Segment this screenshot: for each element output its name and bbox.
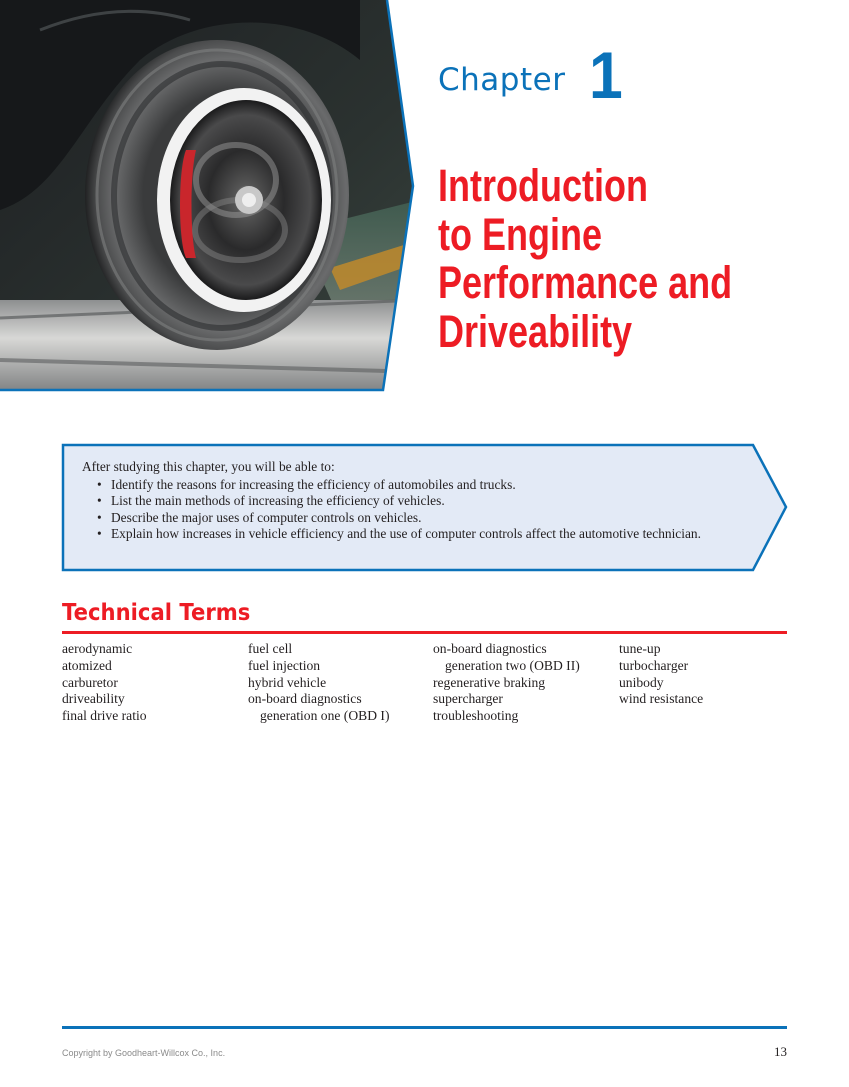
term: hybrid vehicle (248, 674, 327, 690)
section-divider (62, 631, 787, 634)
terms-column-2 (248, 641, 389, 725)
term: troubleshooting (433, 708, 519, 724)
term: atomized (62, 657, 112, 673)
term: turbocharger (619, 657, 689, 673)
chapter-title-line: to Engine (438, 208, 602, 260)
term: wind resistance (619, 691, 704, 707)
objectives-intro: After studying this chapter, you will be able to: (82, 459, 335, 474)
technical-terms-heading: Technical Terms (62, 600, 251, 626)
chapter-number: 1 (589, 38, 623, 112)
term-continuation: generation one (OBD I) (260, 708, 390, 724)
footer-divider (62, 1026, 787, 1029)
term: carburetor (62, 674, 118, 690)
objective-item: • Explain how increases in vehicle efficiency and the use of computer controls affect the automotive technician. (97, 526, 701, 542)
chapter-title (438, 162, 732, 356)
term: driveability (62, 691, 125, 707)
term: on-board diagnostics (433, 641, 547, 656)
page-number: 13 (774, 1044, 787, 1059)
terms-column-3 (433, 641, 580, 725)
term: on-board diagnostics (248, 691, 362, 707)
term: fuel injection (248, 657, 321, 673)
copyright-notice: Copyright by Goodheart-Willcox Co., Inc. (62, 1048, 226, 1058)
terms-column-4 (619, 641, 703, 708)
objective-item: • Describe the major uses of computer controls on vehicles. (97, 509, 422, 525)
car-wheel-photo (0, 0, 420, 395)
chapter-title-line: Driveability (438, 305, 633, 357)
term: supercharger (433, 691, 503, 707)
term: unibody (619, 674, 664, 690)
bullet-icon: • (97, 476, 102, 492)
bullet-icon: • (97, 526, 102, 542)
term: regenerative braking (433, 674, 546, 690)
bullet-icon: • (97, 493, 102, 509)
term: tune-up (619, 641, 661, 656)
chapter-title-line: Performance and (438, 257, 733, 308)
term: final drive ratio (62, 708, 147, 724)
term: fuel cell (248, 641, 293, 656)
objectives-list (82, 459, 762, 543)
chapter-title-line: Introduction (438, 160, 648, 211)
term: aerodynamic (62, 641, 133, 656)
term-continuation: generation two (OBD II) (445, 657, 580, 673)
objective-item: • Identify the reasons for increasing the efficiency of automobiles and trucks. (97, 476, 516, 492)
chapter-label: Chapter (438, 62, 566, 98)
bullet-icon: • (97, 509, 102, 525)
objective-item: • List the main methods of increasing the efficiency of vehicles. (97, 493, 445, 509)
terms-column-1 (62, 641, 147, 725)
